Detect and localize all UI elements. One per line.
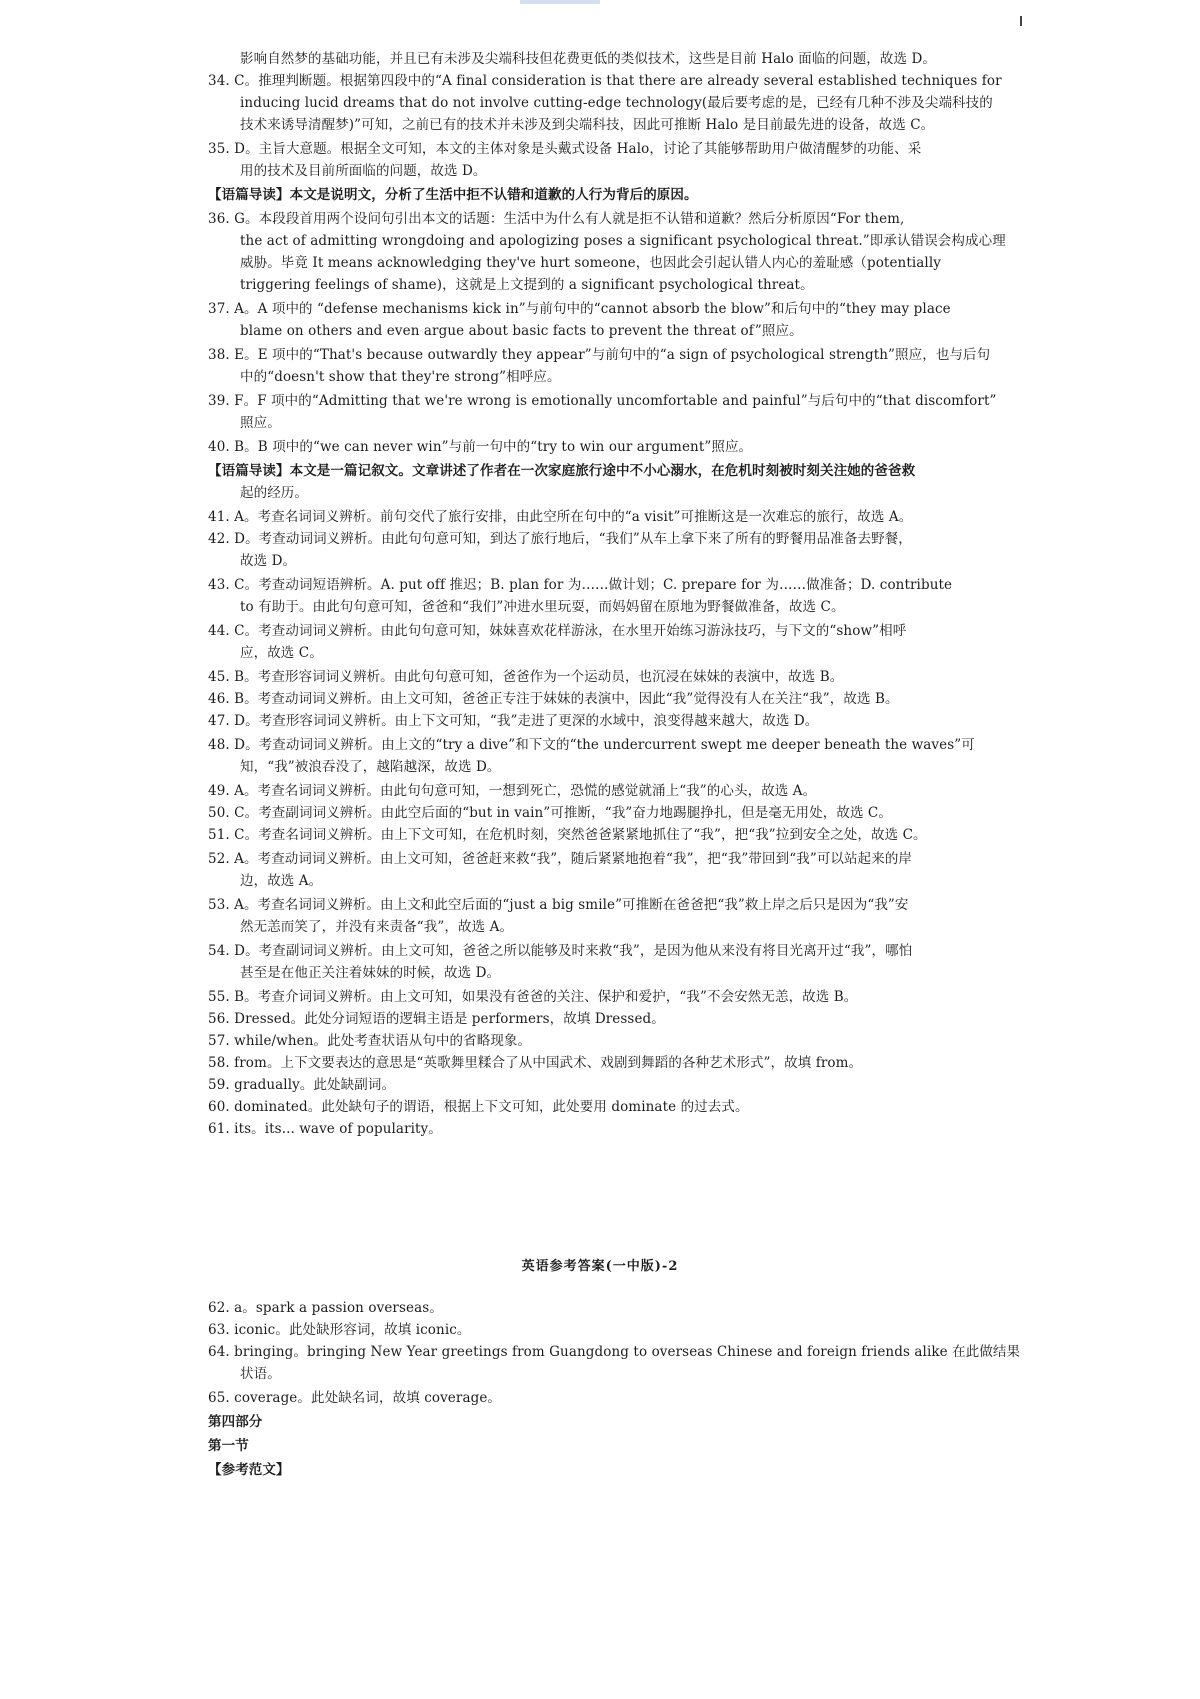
section-heading: 第四部分 <box>208 1414 263 1430</box>
answer-line: 照应。 <box>240 415 281 431</box>
scan-mark <box>1020 16 1022 26</box>
answer-line: 影响自然梦的基础功能，并且已有未涉及尖端科技但花费更低的类似技术，这些是目前 Halo 面临的问题，故选 D。 <box>240 51 936 67</box>
answer-line: triggering feelings of shame)，这就是上文提到的 a significant psychological threat。 <box>240 277 814 293</box>
answer-line: 57. while/when。此处考查状语从句中的省略现象。 <box>208 1033 532 1049</box>
answer-line: 知，“我”被浪吞没了，越陷越深，故选 D。 <box>240 759 501 775</box>
answer-line: 35. D。主旨大意题。根据全文可知，本文的主体对象是头戴式设备 Halo，讨论了其能够帮助用户做清醒梦的功能、采 <box>208 141 922 157</box>
answer-line: 65. coverage。此处缺名词，故填 coverage。 <box>208 1390 502 1406</box>
answer-line: 甚至是在他正关注着妹妹的时候，故选 D。 <box>240 965 501 981</box>
answer-line: 39. F。F 项中的“Admitting that we're wrong is emotionally uncomfortable and painful”与后句中的“that discomfort” <box>208 393 997 409</box>
answer-line: 61. its。its... wave of popularity。 <box>208 1121 442 1137</box>
section-heading: 第一节 <box>208 1438 249 1454</box>
answer-line: 58. from。上下文要表达的意思是“英歌舞里糅合了从中国武术、戏剧到舞蹈的各种艺术形式”，故填 from。 <box>208 1055 863 1071</box>
page-footer: 英语参考答案(一中版)-2 <box>521 1259 679 1274</box>
answer-line: 37. A。A 项中的 “defense mechanisms kick in”与前句中的“cannot absorb the blow”和后句中的“they may place <box>208 301 951 317</box>
answer-line: the act of admitting wrongdoing and apologizing poses a significant psychological threat.”即承认错误会构成心理 <box>240 233 1006 249</box>
answer-line: 41. A。考查名词词义辨析。前句交代了旅行安排，由此空所在句中的“a visit”可推断这是一次难忘的旅行，故选 A。 <box>208 509 913 525</box>
answer-line: 49. A。考查名词词义辨析。由此句句意可知，一想到死亡，恐慌的感觉就涌上“我”的心头，故选 A。 <box>208 783 817 799</box>
passage-intro-line: 【语篇导读】本文是一篇记叙文。文章讲述了作者在一次家庭旅行途中不小心溺水，在危机时刻被时刻关注她的爸爸救 <box>208 463 916 479</box>
answer-line: 故选 D。 <box>240 553 297 569</box>
answer-line: 43. C。考查动词短语辨析。A. put off 推迟；B. plan for 为……做计划；C. prepare for 为……做准备；D. contribute <box>208 577 953 593</box>
answer-line: 用的技术及目前所面临的问题，故选 D。 <box>240 163 487 179</box>
answer-line: 54. D。考查副词词义辨析。由上文可知，爸爸之所以能够及时来救“我”，是因为他从来没有将目光离开过“我”，哪怕 <box>208 943 913 959</box>
answer-line: 40. B。B 项中的“we can never win”与前一句中的“try to win our argument”照应。 <box>208 439 753 455</box>
answer-line: 然无恙而笑了，并没有来责备“我”，故选 A。 <box>240 919 514 935</box>
answer-line: inducing lucid dreams that do not involve cutting-edge technology(最后要考虑的是，已经有几种不涉及尖端科技的 <box>240 95 993 111</box>
answer-line: 34. C。推理判断题。根据第四段中的“A final consideration is that there are already several established techniques for <box>208 73 1002 89</box>
answer-line: 52. A。考查动词词义辨析。由上文可知，爸爸赶来救“我”，随后紧紧地抱着“我”，把“我”带回到“我”可以站起来的岸 <box>208 851 913 867</box>
answer-line: 62. a。spark a passion overseas。 <box>208 1300 443 1316</box>
answer-line: 60. dominated。此处缺句子的谓语，根据上下文可知，此处要用 dominate 的过去式。 <box>208 1099 749 1115</box>
scan-smudge <box>520 0 600 4</box>
answer-line: 起的经历。 <box>240 485 308 501</box>
answer-line: blame on others and even argue about basic facts to prevent the threat of”照应。 <box>240 323 803 339</box>
section-heading: 【参考范文】 <box>208 1462 290 1478</box>
answer-line: to 有助于。由此句句意可知，爸爸和“我们”冲进水里玩耍，而妈妈留在原地为野餐做准备，故选 C。 <box>240 599 845 615</box>
answer-line: 53. A。考查名词词义辨析。由上文和此空后面的“just a big smile”可推断在爸爸把“我”救上岸之后只是因为“我”安 <box>208 897 909 913</box>
answer-line: 59. gradually。此处缺副词。 <box>208 1077 396 1093</box>
answer-line: 36. G。本段段首用两个设问句引出本文的话题：生活中为什么有人就是拒不认错和道歉？然后分析原因“For them, <box>208 211 905 227</box>
answer-line: 48. D。考查动词词义辨析。由上文的“try a dive”和下文的“the undercurrent swept me deeper beneath the waves”可 <box>208 737 975 753</box>
answer-line: 威胁。毕竟 It means acknowledging they've hurt someone，也因此会引起认错人内心的羞耻感（potentially <box>240 255 941 271</box>
answer-line: 56. Dressed。此处分词短语的逻辑主语是 performers，故填 Dressed。 <box>208 1011 665 1027</box>
answer-line: 44. C。考查动词词义辨析。由此句句意可知，妹妹喜欢花样游泳，在水里开始练习游泳技巧，与下文的“show”相呼 <box>208 623 907 639</box>
answer-line: 47. D。考查形容词词义辨析。由上下文可知，“我”走进了更深的水域中，浪变得越来越大，故选 D。 <box>208 713 819 729</box>
answer-line: 45. B。考查形容词词义辨析。由此句句意可知，爸爸作为一个运动员，也沉浸在妹妹的表演中，故选 B。 <box>208 669 844 685</box>
answer-line: 38. E。E 项中的“That's because outwardly they appear”与前句中的“a sign of psychological strength”照应，也与后句 <box>208 347 991 363</box>
answer-line: 应，故选 C。 <box>240 645 323 661</box>
answer-line: 42. D。考查动词词义辨析。由此句句意可知，到达了旅行地后，“我们”从车上拿下来了所有的野餐用品准备去野餐， <box>208 531 912 547</box>
answer-line: 50. C。考查副词词义辨析。由此空后面的“but in vain”可推断，“我”奋力地踢腿挣扎，但是毫无用处，故选 C。 <box>208 805 892 821</box>
answer-line: 状语。 <box>240 1366 281 1382</box>
answer-line: 51. C。考查名词词义辨析。由上下文可知，在危机时刻，突然爸爸紧紧地抓住了“我”，把“我”拉到安全之处，故选 C。 <box>208 827 927 843</box>
answer-line: 64. bringing。bringing New Year greetings from Guangdong to overseas Chinese and foreign friends alike 在此做结果 <box>208 1344 1021 1360</box>
answer-line: 技术来诱导清醒梦)”可知，之前已有的技术并未涉及到尖端科技，因此可推断 Halo 是目前最先进的设备，故选 C。 <box>240 117 935 133</box>
answer-line: 46. B。考查动词词义辨析。由上文可知，爸爸正专注于妹妹的表演中，因此“我”觉得没有人在关注“我”，故选 B。 <box>208 691 899 707</box>
answer-line: 边，故选 A。 <box>240 873 323 889</box>
answer-line: 63. iconic。此处缺形容词，故填 iconic。 <box>208 1322 471 1338</box>
answer-line: 中的“doesn't show that they're strong”相呼应。 <box>240 369 561 385</box>
passage-intro-line: 【语篇导读】本文是说明文，分析了生活中拒不认错和道歉的人行为背后的原因。 <box>208 187 698 203</box>
answer-line: 55. B。考查介词词义辨析。由上文可知，如果没有爸爸的关注、保护和爱护，“我”不会安然无恙，故选 B。 <box>208 989 858 1005</box>
